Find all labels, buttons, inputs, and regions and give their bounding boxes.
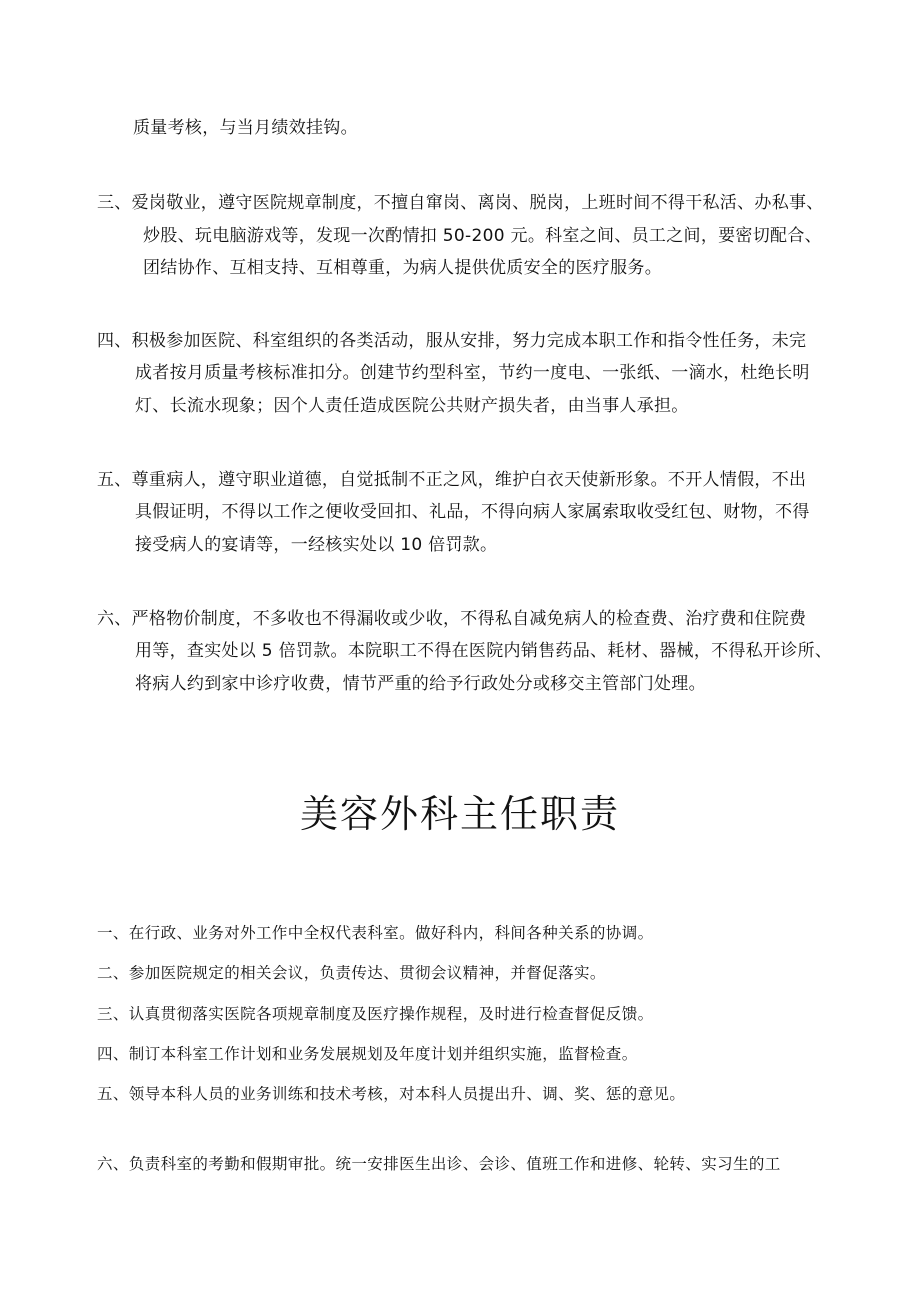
duty-item-4: 四、制订本科室工作计划和业务发展规划及年度计划并组织实施，监督检查。: [97, 1045, 638, 1063]
rules-item-6-line-1: 六、严格物价制度，不多收也不得漏收或少收，不得私自减免病人的检查费、治疗费和住院费: [97, 609, 807, 629]
rules-item-5-line-3: 接受病人的宴请等，一经核实处以 10 倍罚款。: [135, 535, 498, 555]
rules-item-4-line-3: 灯、长流水现象；因个人责任造成医院公共财产损失者，由当事人承担。: [135, 396, 689, 416]
rules-item-5-line-1: 五、尊重病人，遵守职业道德，自觉抵制不正之风，维护白衣天使新形象。不开人情假，不出: [97, 470, 807, 490]
rules-item-5-line-2: 具假证明，不得以工作之便收受回扣、礼品，不得向病人家属索取收受红包、财物，不得: [135, 502, 810, 522]
rules-item-3-line-3: 团结协作、互相支持、互相尊重，为病人提供优质安全的医疗服务。: [143, 258, 662, 278]
rules-item-3-line-1: 三、爱岗敬业，遵守医院规章制度，不擅自窜岗、离岗、脱岗，上班时间不得干私活、办私事、: [97, 193, 824, 213]
duty-item-5: 五、领导本科人员的业务训练和技术考核，对本科人员提出升、调、奖、惩的意见。: [97, 1085, 686, 1103]
rules-item-6-line-3: 将病人约到家中诊疗收费，情节严重的给予行政处分或移交主管部门处理。: [135, 674, 706, 694]
duty-item-6: 六、负责科室的考勤和假期审批。统一安排医生出诊、会诊、值班工作和进修、轮转、实习生的工: [97, 1155, 781, 1173]
rules-item-6-line-2: 用等，查实处以 5 倍罚款。本院职工不得在医院内销售药品、耗材、器械，不得私开诊所、: [135, 641, 833, 661]
rules-item-4-line-1: 四、积极参加医院、科室组织的各类活动，服从安排，努力完成本职工作和指令性任务，未完: [97, 331, 807, 351]
rules-item-4-line-2: 成者按月质量考核标准扣分。创建节约型科室，节约一度电、一张纸、一滴水，杜绝长明: [135, 363, 810, 383]
rules-item-3-line-2: 炒股、玩电脑游戏等，发现一次酌情扣 50-200 元。科室之间、员工之间，要密切配合、: [143, 226, 822, 246]
duty-item-2: 二、参加医院规定的相关会议，负责传达、贯彻会议精神，并督促落实。: [97, 964, 606, 982]
section-title: 美容外科主任职责: [299, 792, 620, 836]
duty-item-1: 一、在行政、业务对外工作中全权代表科室。做好科内，科间各种关系的协调。: [97, 924, 654, 942]
duty-item-3: 三、认真贯彻落实医院各项规章制度及医疗操作规程，及时进行检查督促反馈。: [97, 1005, 654, 1023]
rules-continuation-line: 质量考核，与当月绩效挂钩。: [133, 118, 358, 138]
